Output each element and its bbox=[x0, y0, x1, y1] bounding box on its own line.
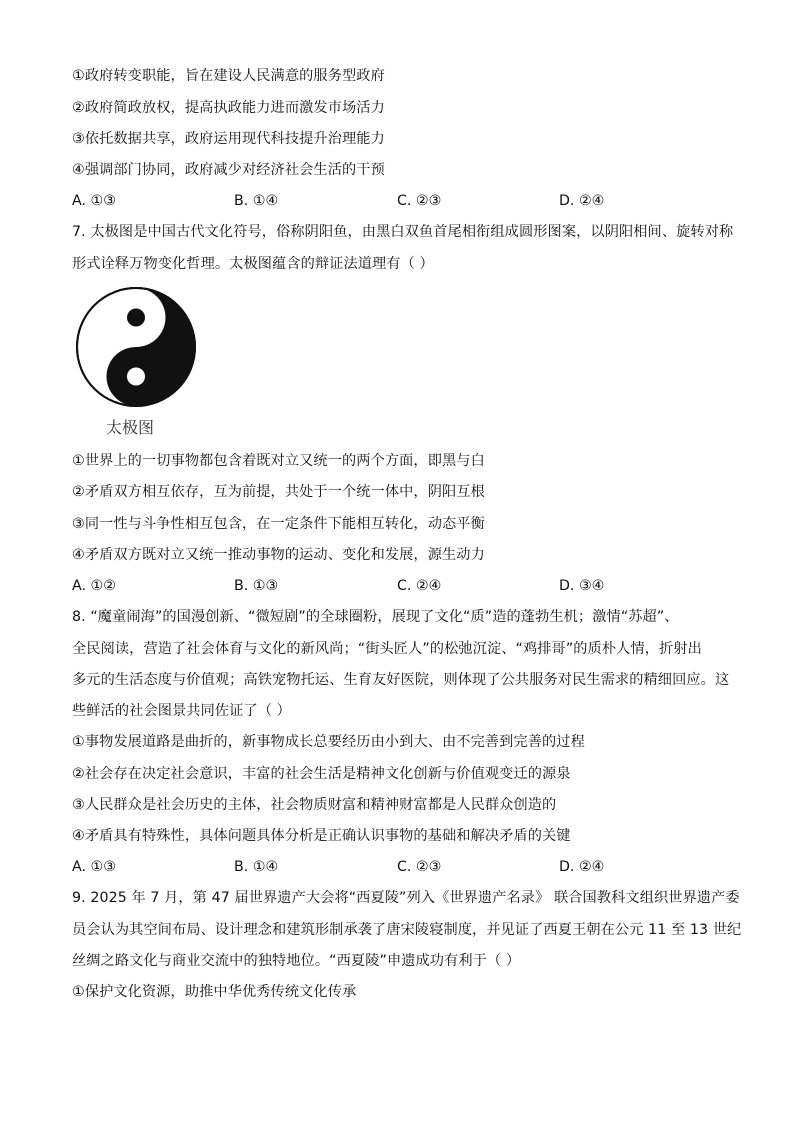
q8-options bbox=[72, 857, 732, 877]
q7-statement-1: ①世界上的一切事物都包含着既对立又统一的两个方面，即黑与白 bbox=[72, 453, 485, 469]
q8-statement-1: ①事物发展道路是曲折的，新事物成长总要经历由小到大、由不完善到完善的过程 bbox=[72, 734, 585, 750]
q7-option-d: D. ③④ bbox=[559, 578, 605, 594]
q8-option-d: D. ②④ bbox=[559, 859, 605, 875]
q6-statement-1: ①政府转变职能，旨在建设人民满意的服务型政府 bbox=[72, 68, 385, 84]
taiji-icon bbox=[74, 285, 198, 409]
q8-option-b: B. ①④ bbox=[234, 859, 279, 875]
q7-statement-4: ④矛盾双方既对立又统一推动事物的运动、变化和发展，源生动力 bbox=[72, 547, 485, 563]
q8-stem-line-2: 全民阅读，营造了社会体育与文化的新风尚；“街头匠人”的松弛沉淀、“鸡排哥”的质朴人情，折射出 bbox=[72, 641, 702, 657]
q7-statement-2: ②矛盾双方相互依存，互为前提，共处于一个统一体中，阴阳互根 bbox=[72, 484, 485, 500]
q8-statement-2: ②社会存在决定社会意识，丰富的社会生活是精神文化创新与价值观变迁的源泉 bbox=[72, 766, 571, 782]
q8-stem-line-3: 多元的生活态度与价值观；高铁宠物托运、生育友好医院，则体现了公共服务对民生需求的精细回应。这 bbox=[72, 672, 730, 688]
q6-option-b: B. ①④ bbox=[234, 193, 279, 209]
q8-stem-line-4: 些鲜活的社会图景共同佐证了（ ） bbox=[72, 703, 291, 719]
q7-option-a: A. ①② bbox=[72, 578, 116, 594]
q8-stem-line-1: 8. “魔童闹海”的国漫创新、“微短剧”的全球圈粉，展现了文化“质”造的蓬勃生机；激情“苏超”、 bbox=[72, 609, 679, 625]
q6-statement-3: ③依托数据共享，政府运用现代科技提升治理能力 bbox=[72, 131, 385, 147]
q6-option-c: C. ②③ bbox=[397, 193, 442, 209]
q6-statement-2: ②政府简政放权，提高执政能力进而激发市场活力 bbox=[72, 100, 385, 116]
q9-stem-line-2: 员会认为其空间布局、设计理念和建筑形制承袭了唐宋陵寝制度，并见证了西夏王朝在公元 11 至 13 世纪 bbox=[72, 922, 742, 938]
q7-stem-line-2: 形式诠释万物变化哲理。太极图蕴含的辩证法道理有（ ） bbox=[72, 256, 434, 272]
q9-stem-line-1: 9. 2025 年 7 月，第 47 届世界遗产大会将“西夏陵”列入《世界遗产名录》 联合国教科文组织世界遗产委 bbox=[72, 890, 740, 906]
q6-statement-4: ④强调部门协同，政府减少对经济社会生活的干预 bbox=[72, 162, 385, 178]
q6-option-d: D. ②④ bbox=[559, 193, 605, 209]
q8-option-c: C. ②③ bbox=[397, 859, 442, 875]
figure-caption: 太极图 bbox=[106, 418, 155, 437]
q9-stem-line-3: 丝绸之路文化与商业交流中的独特地位。“西夏陵”申遗成功有利于（ ） bbox=[72, 953, 521, 969]
q8-statement-3: ③人民群众是社会历史的主体，社会物质财富和精神财富都是人民群众创造的 bbox=[72, 797, 557, 813]
q7-options bbox=[72, 576, 732, 596]
q7-stem-line-1: 7. 太极图是中国古代文化符号，俗称阴阳鱼，由黑白双鱼首尾相衔组成圆形图案，以阴阳相间、旋转对称 bbox=[72, 224, 734, 240]
q6-options bbox=[72, 191, 732, 211]
q7-statement-3: ③同一性与斗争性相互包含，在一定条件下能相互转化，动态平衡 bbox=[72, 516, 485, 532]
taiji-figure bbox=[74, 285, 198, 413]
q8-statement-4: ④矛盾具有特殊性，具体问题具体分析是正确认识事物的基础和解决矛盾的关键 bbox=[72, 828, 571, 844]
q6-option-a: A. ①③ bbox=[72, 193, 116, 209]
q9-statement-1: ①保护文化资源，助推中华优秀传统文化传承 bbox=[72, 984, 357, 1000]
q7-option-b: B. ①③ bbox=[234, 578, 279, 594]
q8-option-a: A. ①③ bbox=[72, 859, 116, 875]
q7-option-c: C. ②④ bbox=[397, 578, 442, 594]
